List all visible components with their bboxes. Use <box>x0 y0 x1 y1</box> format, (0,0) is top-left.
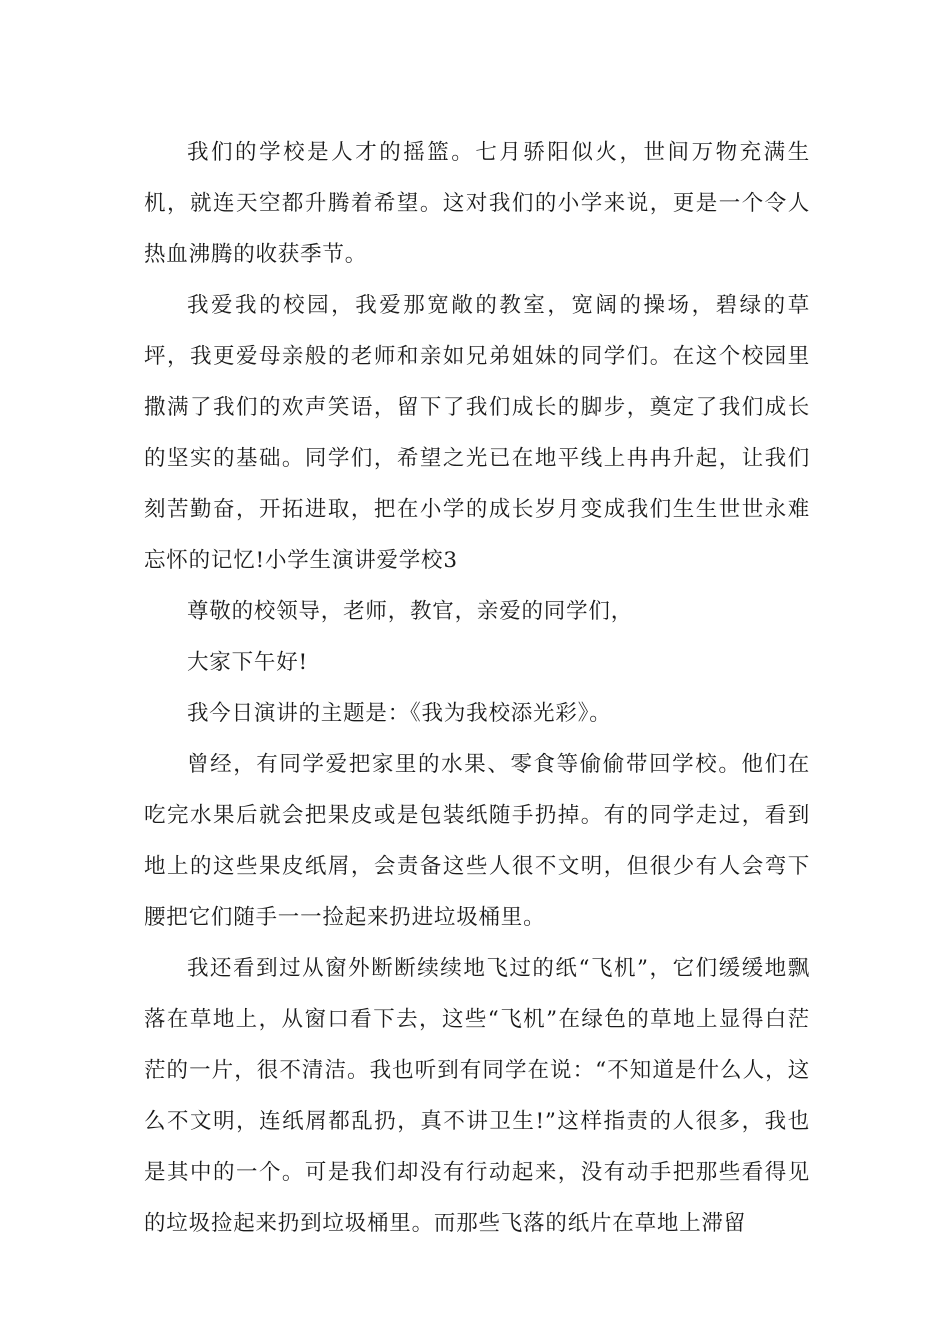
paragraph-7: 我还看到过从窗外断断续续地飞过的纸“飞机”，它们缓缓地飘落在草地上，从窗口看下去，这些“飞机”在绿色的草地上显得白茫茫的一片，很不清洁。我也听到有同学在说：“不知道是什么人，这么不文明，连纸屑都乱扔，真不讲卫生!”这样指责的人很多，我也是其中的一个。可是我们却没有行动起来，没有动手把那些看得见的垃圾捡起来扔到垃圾桶里。而那些飞落的纸片在草地上滞留 <box>144 956 810 1236</box>
paragraph-5: 我今日演讲的主题是：《我为我校添光彩》。 <box>187 701 612 726</box>
document-body <box>144 127 810 1249</box>
paragraph-2: 我爱我的校园，我爱那宽敞的教室，宽阔的操场，碧绿的草坪，我更爱母亲般的老师和亲如兄弟姐妹的同学们。在这个校园里撒满了我们的欢声笑语，留下了我们成长的脚步，奠定了我们成长的坚实的基础。同学们，希望之光已在地平线上冉冉升起，让我们刻苦勤奋，开拓进取，把在小学的成长岁月变成我们生生世世永难忘怀的记忆!小学生演讲爱学校3 <box>144 293 810 573</box>
paragraph-1: 我们的学校是人才的摇篮。七月骄阳似火，世间万物充满生机，就连天空都升腾着希望。这对我们的小学来说，更是一个令人热血沸腾的收获季节。 <box>144 140 810 267</box>
paragraph-6: 曾经，有同学爱把家里的水果、零食等偷偷带回学校。他们在吃完水果后就会把果皮或是包装纸随手扔掉。有的同学走过，看到地上的这些果皮纸屑，会责备这些人很不文明，但很少有人会弯下腰把它们随手一一捡起来扔进垃圾桶里。 <box>144 752 810 930</box>
paragraph-4: 大家下午好! <box>187 650 308 675</box>
paragraph-3: 尊敬的校领导，老师，教官，亲爱的同学们， <box>187 599 634 624</box>
